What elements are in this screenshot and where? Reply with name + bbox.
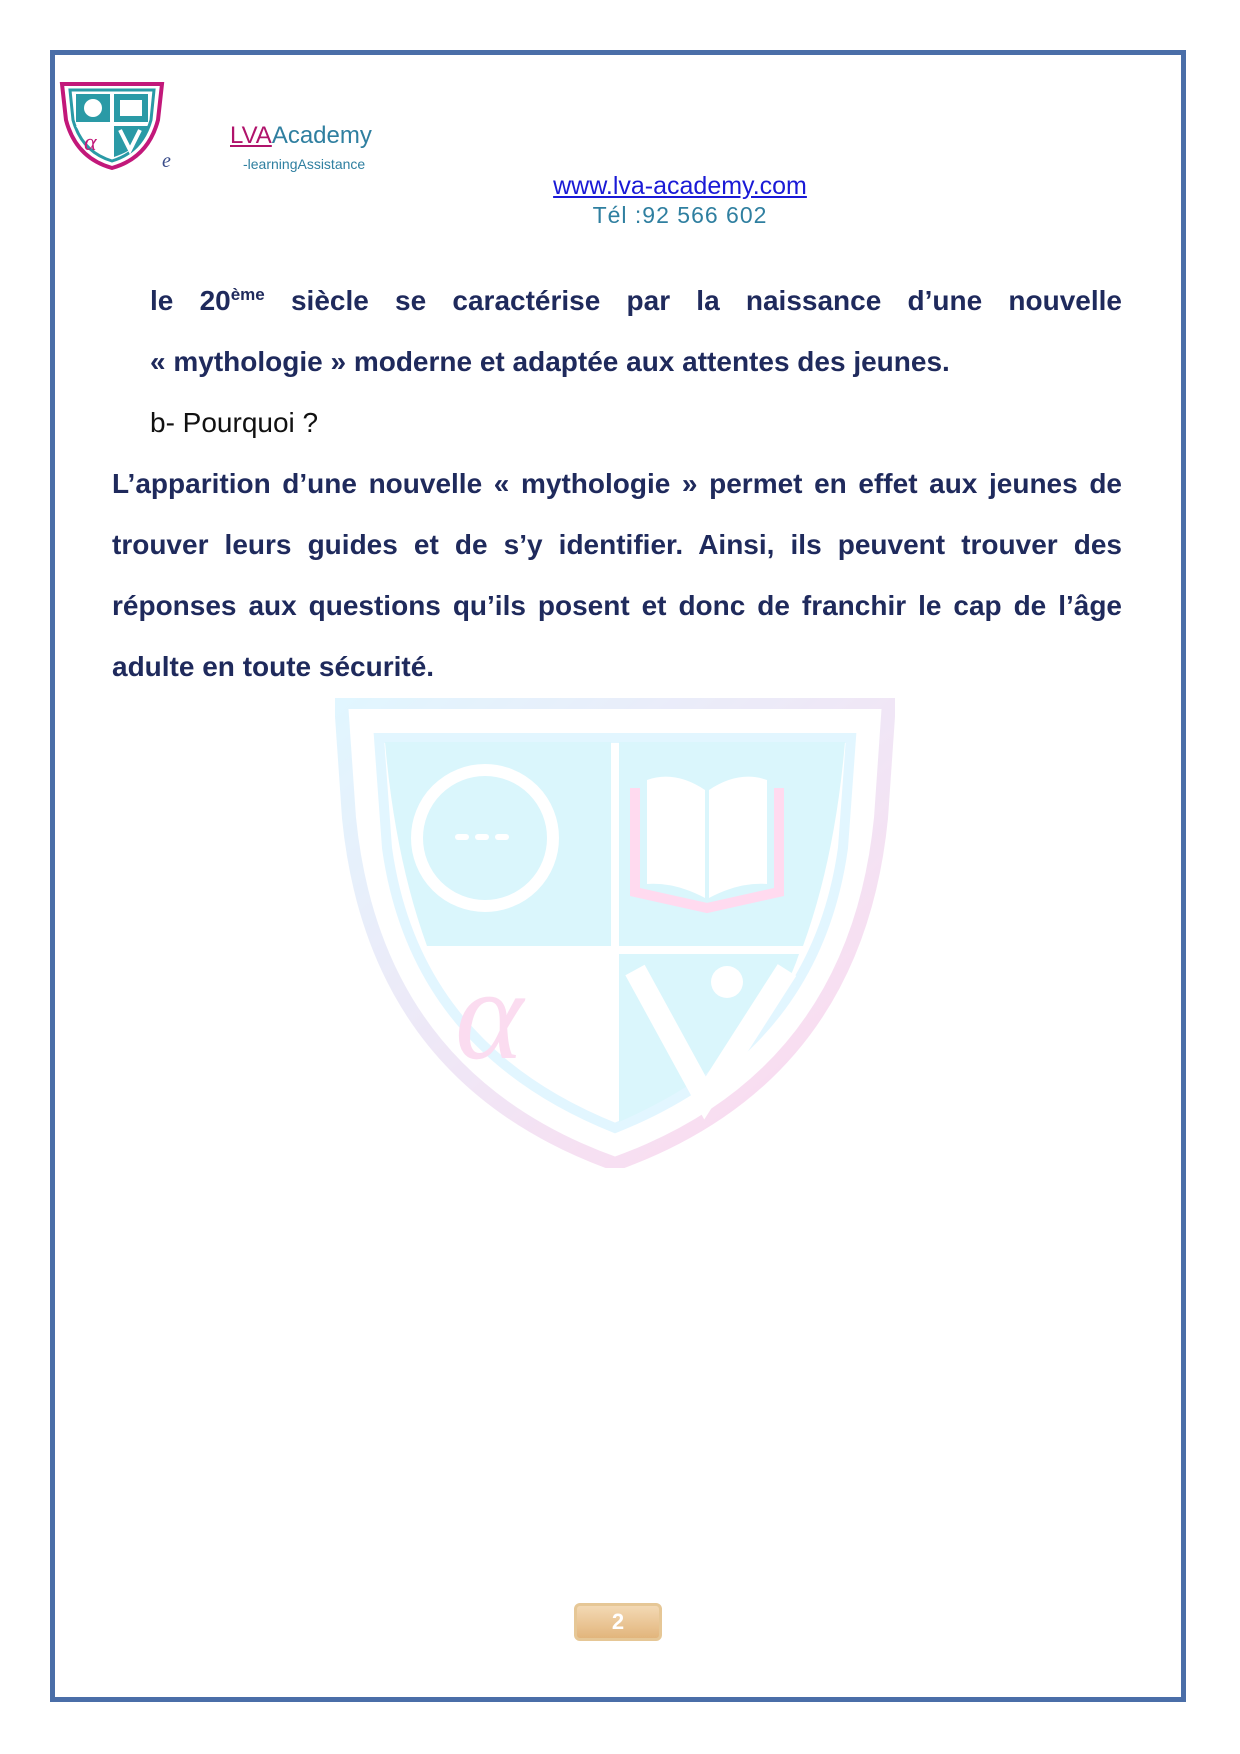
page-number: 2 bbox=[574, 1603, 662, 1641]
logo-e-letter: e bbox=[162, 150, 171, 172]
brand-prefix: LVA bbox=[230, 122, 272, 149]
brand-name bbox=[230, 122, 372, 150]
intro-superscript: ème bbox=[230, 285, 265, 304]
svg-text:α: α bbox=[84, 130, 97, 156]
watermark-logo bbox=[335, 698, 895, 1168]
brand-tagline: -learningAssistance bbox=[243, 156, 366, 172]
phone-number: Tél :92 566 602 bbox=[592, 202, 768, 228]
paragraph-intro-line1 bbox=[150, 270, 1122, 331]
shield-logo-icon bbox=[58, 80, 166, 170]
answer-line: trouver leurs guides et de s’y identifier. Ainsi, ils peuvent trouver des bbox=[112, 529, 1122, 560]
intro-end: siècle se caractérise par la naissance d’une nouvelle bbox=[264, 285, 1122, 316]
website-link[interactable]: www.lva-academy.com bbox=[553, 172, 807, 200]
intro-start: le 20 bbox=[150, 285, 231, 316]
answer-line: réponses aux questions qu’ils posent et donc de franchir le cap de l’âge bbox=[112, 590, 1122, 621]
question-heading: b- Pourquoi ? bbox=[150, 407, 319, 438]
answer-line: L’apparition d’une nouvelle « mythologie » permet en effet aux jeunes de bbox=[112, 468, 1122, 499]
answer-paragraph bbox=[112, 453, 1122, 697]
answer-line: adulte en toute sécurité. bbox=[112, 651, 435, 682]
paragraph-intro-line2: « mythologie » moderne et adaptée aux attentes des jeunes. bbox=[150, 346, 950, 377]
brand-suffix: Academy bbox=[271, 122, 372, 149]
svg-text:α: α bbox=[455, 943, 524, 1087]
